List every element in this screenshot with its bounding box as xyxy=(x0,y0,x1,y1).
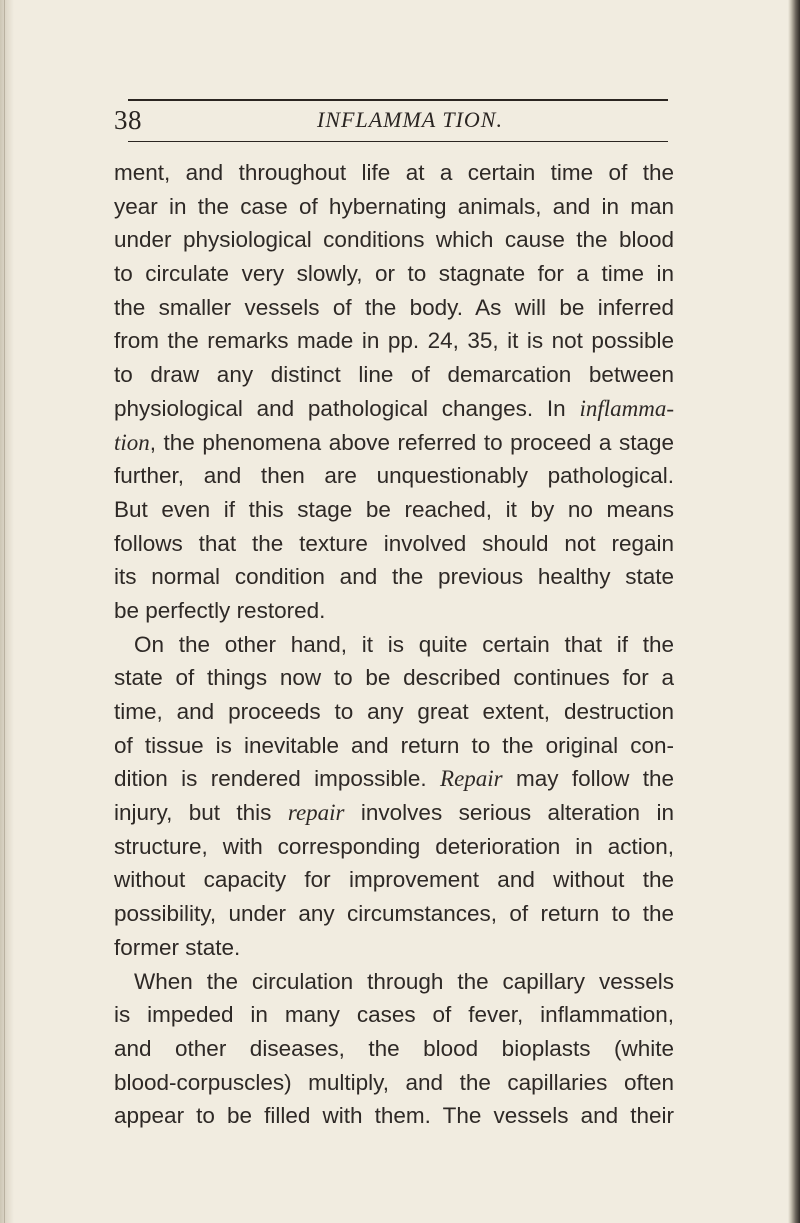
text-line: to circulate very slowly, or to stagnate for a time in xyxy=(114,261,674,287)
italic-term: inflamma- xyxy=(579,395,674,421)
text-segment: involves serious alteration in xyxy=(360,800,674,826)
text-segment: physiological and pathological changes. In xyxy=(114,395,566,421)
text-line: blood-corpuscles) multiply, and the capillaries often xyxy=(114,1069,674,1095)
text-line: under physiological conditions which cause the blood xyxy=(114,227,674,253)
text-line: of tissue is inevitable and return to the original con- xyxy=(114,732,674,758)
text-line: further, and then are unquestionably pathological. xyxy=(114,463,674,489)
italic-term: tion xyxy=(114,429,150,455)
header-rule-top xyxy=(128,99,668,101)
text-line: state of things now to be described continues for a xyxy=(114,665,674,691)
text-line: is impeded in many cases of fever, inflammation, xyxy=(114,1002,674,1028)
text-line: former state. xyxy=(114,934,241,960)
text-segment: injury, but this xyxy=(114,800,272,826)
text-line: without capacity for improvement and without the xyxy=(114,867,674,893)
text-line: year in the case of hybernating animals, and in man xyxy=(114,193,674,219)
text-line: possibility, under any circumstances, of return to the xyxy=(114,901,674,927)
text-line-mixed xyxy=(114,762,674,796)
text-segment: dition is rendered impossible. xyxy=(114,766,427,792)
text-line: follows that the texture involved should not regain xyxy=(114,530,674,556)
text-line: its normal condition and the previous healthy state xyxy=(114,564,674,590)
text-segment: may follow the xyxy=(515,766,674,792)
text-line: structure, with corresponding deterioration in action, xyxy=(114,833,674,859)
text-line: be perfectly restored. xyxy=(114,597,326,623)
italic-term: repair xyxy=(287,800,345,826)
text-line-mixed xyxy=(114,796,674,830)
italic-term: Repair xyxy=(440,766,503,792)
text-line: and other diseases, the blood bioplasts (white xyxy=(114,1035,674,1061)
text-segment: , the phenomena above referred to proceed a stage xyxy=(149,429,674,455)
text-line: the smaller vessels of the body. As will be inferred xyxy=(114,294,674,320)
running-title: INFLAMMA TION. xyxy=(317,107,503,132)
header-rule-bottom xyxy=(128,141,668,142)
page-edge-left xyxy=(0,0,14,1223)
page-number: 38 xyxy=(114,105,142,135)
text-line: When the circulation through the capillary vessels xyxy=(134,968,674,994)
text-line-mixed xyxy=(114,392,674,426)
text-line: ment, and throughout life at a certain time of the xyxy=(114,160,674,185)
text-line: from the remarks made in pp. 24, 35, it is not possible xyxy=(114,328,674,354)
page-edge-right xyxy=(788,0,800,1223)
text-line: But even if this stage be reached, it by no means xyxy=(114,496,674,522)
text-line: time, and proceeds to any great extent, destruction xyxy=(114,699,674,724)
text-line: appear to be filled with them. The vessels and their xyxy=(114,1103,674,1129)
text-line: On the other hand, it is quite certain that if the xyxy=(134,631,674,657)
text-line: to draw any distinct line of demarcation between xyxy=(114,362,674,388)
text-line-mixed xyxy=(114,426,674,460)
body-text xyxy=(114,156,674,1133)
